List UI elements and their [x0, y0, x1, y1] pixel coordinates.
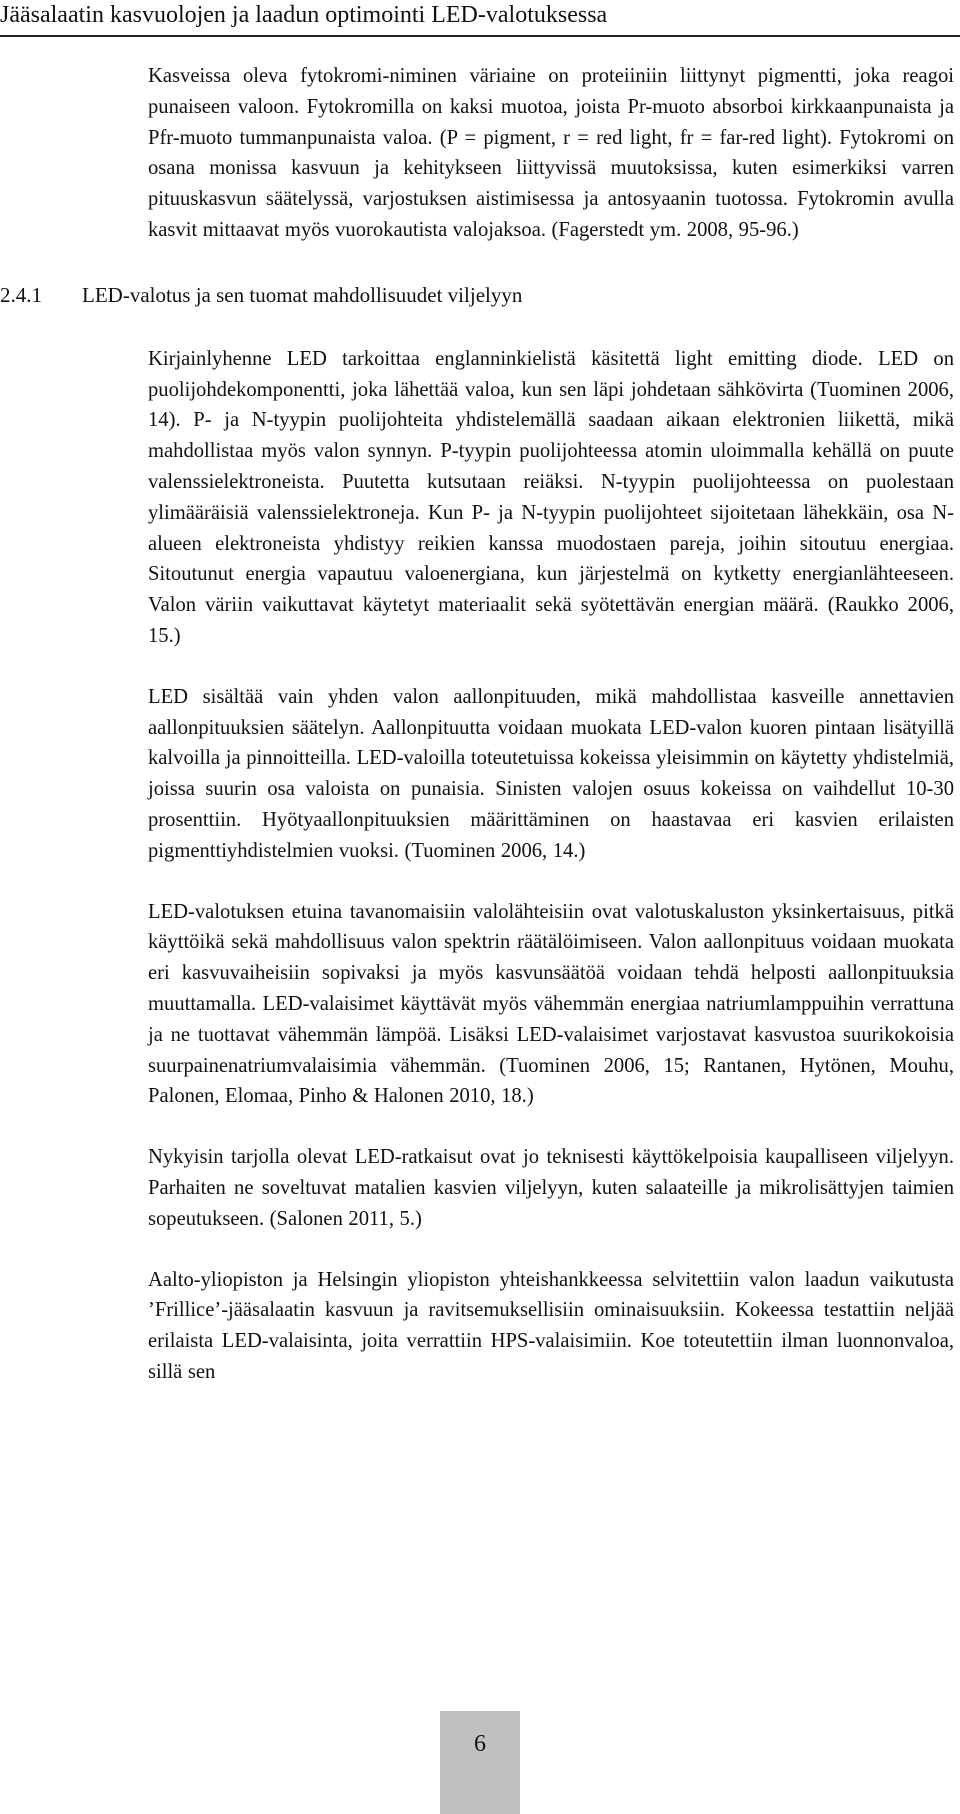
- page-number: 6: [474, 1731, 486, 1757]
- running-header: [0, 0, 960, 38]
- section-title: LED-valotus ja sen tuomat mahdollisuudet viljelyyn: [82, 282, 523, 307]
- section-heading: [0, 280, 954, 310]
- section-number: 2.4.1: [0, 282, 42, 307]
- page-number-box: [440, 1711, 520, 1814]
- paragraph-led-wavelength: LED sisältää vain yhden valon aallonpituuden, mikä mahdollistaa kasveille annettavien aallonpituuksien säätelyn. Aallonpituutta voidaan muokata LED-valon kuoren pintaan lisätyillä kalvoilla ja pinnoitteilla. LED-valoilla toteutetuissa kokeissa yleisimmin on käytetty yhdistelmiä, joissa suurin osa valoista on punaisia. Sinisten valojen osuus kokeissa on vaihdellut 10-30 prosenttiin. Hyötyaallonpituuksien määrittäminen on haastavaa eri kasvien erilaisten pigmenttiyhdistelmien vuoksi. (Tuominen 2006, 14.): [148, 685, 954, 862]
- paragraph-phytochrome: Kasveissa oleva fytokromi-niminen väriaine on proteiiniin liittynyt pigmentti, joka reagoi punaiseen valoon. Fytokromilla on kaksi muotoa, joista Pr-muoto absorboi kirkkaanpunaista ja Pfr-muoto tummanpunaista valoa. (P = pigment, r = red light, fr = far-red light). Fytokromi on osana monissa kasvuun ja kehitykseen liittyvissä muutoksissa, kuten esimerkiksi varren pituuskasvun säätelyssä, varjostuksen aistimisessa ja antosyaanin tuotossa. Fytokromin avulla kasvit mittaavat myös vuorokautista valojaksoa. (Fagerstedt ym. 2008, 95-96.): [148, 65, 954, 241]
- paragraph-led-definition: Kirjainlyhenne LED tarkoittaa englanninkielistä käsitettä light emitting diode. LED on puolijohdekomponentti, joka lähettää valoa, kun sen läpi johdetaan sähkövirta (Tuominen 2006, 14). P- ja N-tyypin puolijohteita yhdistelemällä saadaan aikaan elektronien liikettä, mikä mahdollistaa myös valon synnyn. P-tyypin puolijohteessa atomin uloimmalla kehällä on puute valenssielektroneista. Puutetta kutsutaan reiäksi. N-tyypin puolijohteessa on puolestaan ylimääräisiä valenssielektroneja. Kun P- ja N-tyypin puolijohteet sijoitetaan lähekkäin, osa N-alueen elektroneista yhdistyy reikien kanssa muodostaen pareja, joihin sitoutuu energiaa. Sitoutunut energia vapautuu valoenergiana, kun järjestelmä on kytketty energianlähteeseen. Valon väriin vaikuttavat käytetyt materiaalit sekä syötettävän energian määrä. (Raukko 2006, 15.): [148, 347, 954, 647]
- header-rule: [0, 35, 960, 37]
- paragraph-aalto-study: Aalto-yliopiston ja Helsingin yliopiston yhteishankkeessa selvitettiin valon laadun vaikutusta ’Frillice’-jääsalaatin kasvuun ja ravitsemuksellisiin ominaisuuksiin. Kokeessa testattiin neljää erilaista LED-valaisinta, joita verrattiin HPS-valaisimiin. Koe toteutettiin ilman luonnonvaloa, sillä sen: [148, 1268, 954, 1383]
- paragraph-led-commercial: Nykyisin tarjolla olevat LED-ratkaisut ovat jo teknisesti käyttökelpoisia kaupalliseen viljelyyn. Parhaiten ne soveltuvat matalien kasvien viljelyyn, kuten salaateille ja mikrolisättyjen taimien sopeutukseen. (Salonen 2011, 5.): [148, 1146, 954, 1230]
- running-title: Jääsalaatin kasvuolojen ja laadun optimointi LED-valotuksessa: [0, 2, 608, 28]
- body-text: [0, 61, 954, 1388]
- paragraph-led-advantages: LED-valotuksen etuina tavanomaisiin valolähteisiin ovat valotuskaluston yksinkertaisuus, pitkä käyttöikä sekä mahdollisuus valon spektrin räätälöimiseen. Valon aallonpituus voidaan muokata eri kasvuvaiheisiin sopivaksi ja myös kasvunsäätöä voidaan tehdä helposti aallonpituuksia muuttamalla. LED-valaisimet käyttävät myös vähemmän energiaa natriumlamppuihin verrattuna ja ne tuottavat vähemmän lämpöä. Lisäksi LED-valaisimet varjostavat kasvustoa suurikokoisia suurpainenatriumvalaisimia vähemmän. (Tuominen 2006, 15; Rantanen, Hytönen, Mouhu, Palonen, Elomaa, Pinho & Halonen 2010, 18.): [148, 900, 954, 1108]
